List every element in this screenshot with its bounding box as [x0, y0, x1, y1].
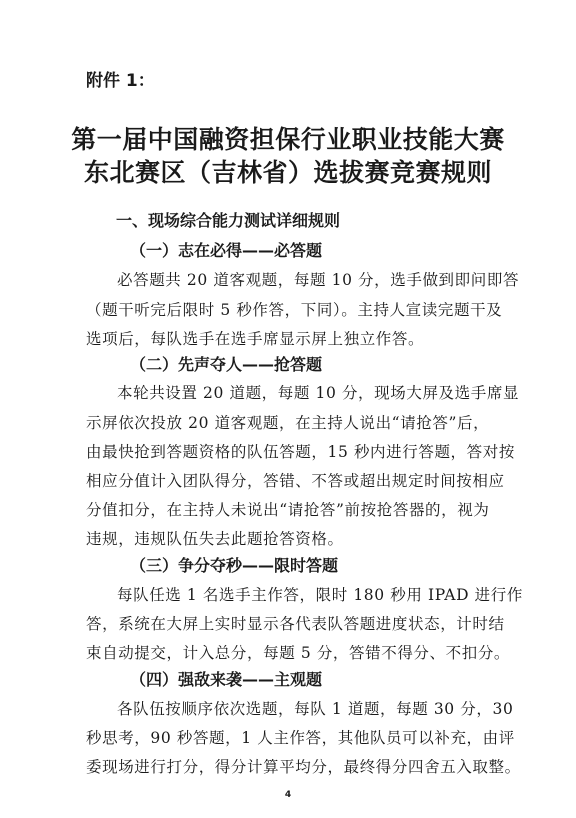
paragraph-line: 必答题共 20 道客观题，每题 10 分，选手做到即问即答 [117, 271, 520, 289]
paragraph-line: 本轮共设置 20 道题，每题 10 分，现场大屏及选手席显 [117, 384, 520, 402]
subsection-heading-4: （四）强敌来袭——主观题 [130, 670, 323, 689]
page-number: 4 [284, 790, 292, 800]
paragraph-line: 各队伍按顺序依次选题，每队 1 道题，每题 30 分，30 [117, 700, 514, 718]
paragraph-line: 委现场进行打分，得分计算平均分，最终得分四舍五入取整。 [86, 758, 521, 776]
paragraph-line: 违规，违规队伍失去此题抢答资格。 [86, 530, 344, 548]
paragraph-line: 分值扣分，在主持人未说出“请抢答”前按抢答器的，视为 [86, 501, 490, 519]
subsection-heading-3: （三）争分夺秒——限时答题 [130, 556, 339, 575]
document-title-line-2: 东北赛区（吉林省）选拔赛竞赛规则 [83, 158, 492, 187]
document-title-line-1: 第一届中国融资担保行业职业技能大赛 [71, 125, 505, 154]
paragraph-line: 每队任选 1 名选手主作答，限时 180 秒用 IPAD 进行作 [117, 586, 523, 604]
section-heading: 一、现场综合能力测试详细规则 [116, 211, 341, 230]
attachment-label: 附件 1： [86, 71, 155, 91]
paragraph-line: （题干听完后限时 5 秒作答，下同）。主持人宣读完题干及 [86, 301, 503, 319]
subsection-heading-2: （二）先声夺人——抢答题 [130, 355, 323, 374]
paragraph-line: 答，系统在大屏上实时显示各代表队答题进度状态，计时结 [86, 615, 505, 633]
paragraph-line: 示屏依次投放 20 道客观题，在主持人说出“请抢答”后， [86, 414, 490, 432]
paragraph-line: 由最快抢到答题资格的队伍答题，15 秒内进行答题，答对按 [86, 443, 515, 461]
paragraph-line: 相应分值计入团队得分，答错、不答或超出规定时间按相应 [86, 472, 505, 490]
subsection-heading-1: （一）志在必得——必答题 [130, 241, 323, 260]
paragraph-line: 束自动提交，计入总分，每题 5 分，答错不得分、不扣分。 [86, 644, 511, 662]
paragraph-line: 秒思考，90 秒答题，1 人主作答，其他队员可以补充，由评 [86, 729, 515, 747]
paragraph-line: 选项后，每队选手在选手席显示屏上独立作答。 [86, 330, 425, 348]
